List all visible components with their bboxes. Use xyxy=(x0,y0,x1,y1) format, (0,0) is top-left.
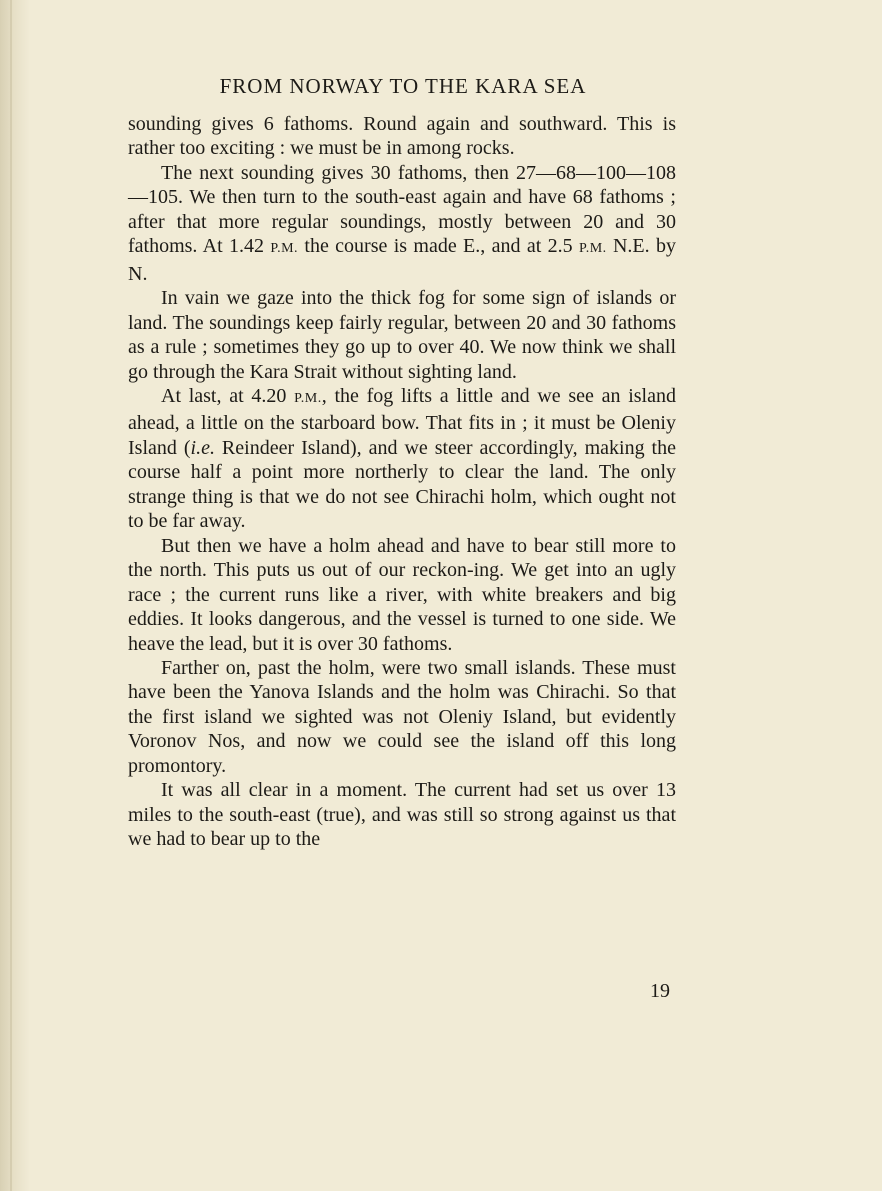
running-head: FROM NORWAY TO THE KARA SEA xyxy=(219,74,587,98)
binding-edge xyxy=(10,0,12,1191)
text-run: , the fog lifts a little and we see an island ahead, a little on the starboard bow. That fits in ; it must be Oleniy Island ( xyxy=(128,384,676,459)
paragraph xyxy=(128,286,676,384)
text-run: Reindeer Island), and we steer accordingly, making the course half a point more northerly to clear the land. The only strange thing is that we do not see Chirachi holm, which ought not to be far away. xyxy=(128,436,676,533)
body-text xyxy=(128,112,676,852)
text-run: Farther on, past the holm, were two small islands. These must have been the Yanova Islands and the holm was Chirachi. So that the first island we sighted was not Oleniy Island, but evidently Voronov Nos, and now we could see the island off this long promontory. xyxy=(128,656,676,777)
paragraph xyxy=(128,384,676,534)
paragraph xyxy=(128,778,676,851)
small-caps-text: P.M. xyxy=(270,241,299,257)
text-run: At last, at 4.20 xyxy=(161,384,295,407)
text-run: It was all clear in a moment. The current had set us over 13 miles to the south-east (true), and was still so strong against us that we had to bear up to the xyxy=(128,779,676,851)
text-run: the course is made E., and at 2.5 xyxy=(298,235,579,258)
small-caps-text: P.M. xyxy=(578,241,607,257)
text-run: The next sounding gives 30 fathoms, then 27—68—100—108—105. We then turn to the south-east again and have 68 fathoms ; after that more regular soundings, mostly between 20 and 30 fathoms. At 1.42 xyxy=(128,161,676,258)
page-number: 19 xyxy=(650,980,670,1002)
small-caps-text: P.M. xyxy=(294,390,322,406)
text-run: N.E. by N. xyxy=(128,235,676,285)
paragraph xyxy=(128,112,676,161)
italic-text: i.e. xyxy=(190,436,215,459)
paragraph xyxy=(128,534,676,656)
text-run: In vain we gaze into the thick fog for some sign of islands or land. The soundings keep fairly regular, between 20 and 30 fathoms as a rule ; sometimes they go up to over 40. We now think we shall go through the Kara Strait without sighting land. xyxy=(128,287,676,383)
paragraph xyxy=(128,656,676,778)
text-run: sounding gives 6 fathoms. Round again and southward. This is rather too exciting : we must be in among rocks. xyxy=(128,113,676,160)
paragraph xyxy=(128,161,676,286)
text-run: But then we have a holm ahead and have to bear still more to the north. This puts us out of our reckon-ing. We get into an ugly race ; the current runs like a river, with white breakers and big eddies. It looks dangerous, and the vessel is turned to one side. We heave the lead, but it is over 30 fathoms. xyxy=(128,534,676,655)
page-gutter-shadow xyxy=(0,0,30,1191)
